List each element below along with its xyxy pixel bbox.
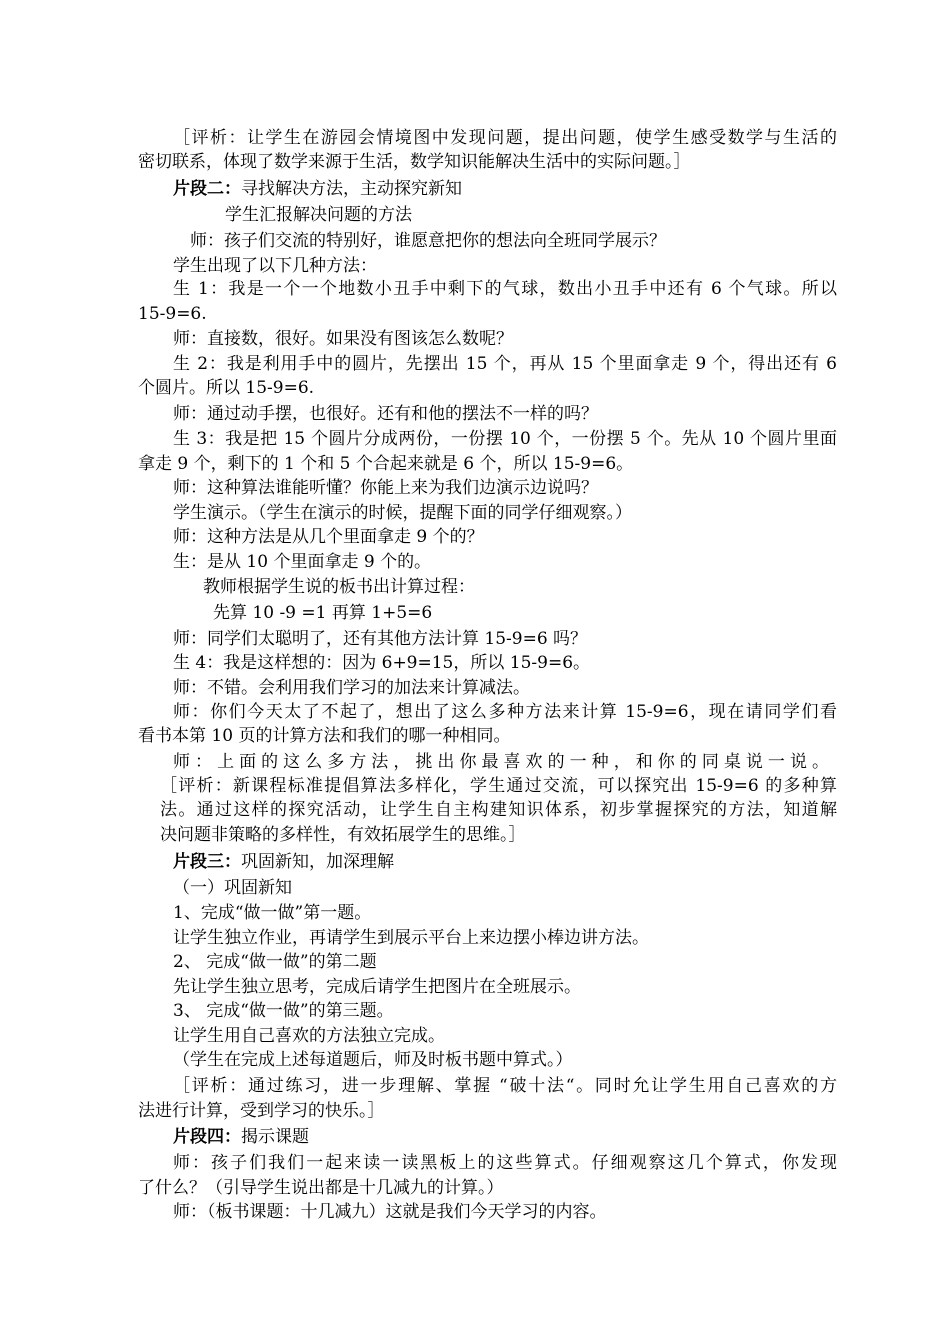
line-text: 教师根据学生说的板书出计算过程： xyxy=(203,577,475,597)
text-line xyxy=(138,724,510,748)
text-line xyxy=(173,950,377,974)
line-text: 学生出现了以下几种方法： xyxy=(173,256,377,276)
text-line xyxy=(173,1125,309,1149)
line-text: 学生汇报解决问题的方法 xyxy=(225,205,412,225)
text-line xyxy=(173,327,513,351)
line-text: 师：孩子们我们一起来读一读黑板上的这些算式。仔细观察这几个算式，你发现 xyxy=(173,1153,837,1173)
line-text: 寻找解决方法，主动探究新知 xyxy=(241,179,462,199)
text-line xyxy=(173,901,371,925)
line-text: 看书本第 10 页的计算方法和我们的哪一种相同。 xyxy=(138,726,511,746)
text-line xyxy=(173,700,837,724)
text-line xyxy=(225,203,412,227)
line-text: 拿走 9 个，剩下的 1 个和 5 个合起来就是 6 个，所以 15-9=6。 xyxy=(138,454,634,474)
line-text: 师：不错。会利用我们学习的加法来计算减法。 xyxy=(173,678,530,698)
line-text: 先让学生独立思考，完成后请学生把图片在全班展示。 xyxy=(173,977,581,997)
text-line xyxy=(138,376,314,400)
text-line xyxy=(173,525,484,549)
text-line xyxy=(173,1074,837,1098)
text-line xyxy=(173,750,829,774)
text-line xyxy=(173,402,598,426)
text-line xyxy=(173,850,394,874)
text-line xyxy=(173,1151,837,1175)
line-text: 师：直接数，很好。如果没有图该怎么数呢？ xyxy=(173,329,513,349)
line-text: 生：是从 10 个里面拿走 9 个的。 xyxy=(173,552,432,572)
line-text: 1、完成“做一做”第一题。 xyxy=(173,903,372,923)
line-text: 巩固新知，加深理解 xyxy=(241,852,394,872)
text-line xyxy=(173,676,530,700)
text-line xyxy=(173,352,837,376)
line-text: 师：同学们太聪明了，还有其他方法计算 15-9=6 吗？ xyxy=(173,629,588,649)
line-text: 学生演示。（学生在演示的时候，提醒下面的同学仔细观察。） xyxy=(173,503,632,523)
line-text: ［评析：新课程标准提倡算法多样化，学生通过交流，可以探究出 15-9=6 的多种算 xyxy=(160,776,837,796)
text-line xyxy=(138,150,691,174)
text-line xyxy=(173,1048,573,1072)
line-text: 15-9=6. xyxy=(138,304,207,324)
line-text: 让学生用自己喜欢的方法独立完成。 xyxy=(173,1026,445,1046)
text-line xyxy=(173,651,590,675)
line-text: 了什么？（引导学生说出都是十几减九的计算。） xyxy=(138,1178,504,1198)
text-line xyxy=(138,302,207,326)
line-text: 生 3：我是把 15 个圆片分成两份，一份摆 10 个，一份摆 5 个。先从 10 个圆片里面 xyxy=(173,429,837,449)
text-line xyxy=(190,229,666,253)
text-line xyxy=(173,926,649,950)
line-text: 生 1：我是一个一个地数小丑手中剩下的气球，数出小丑手中还有 6 个气球。所以 xyxy=(173,279,837,299)
text-line xyxy=(138,1176,504,1200)
line-text: 师：这种算法谁能听懂？你能上来为我们边演示边说吗？ xyxy=(173,478,598,498)
line-text: 法。通过这样的探究活动，让学生自主构建知识体系，初步掌握探究的方法，知道解 xyxy=(160,800,837,820)
line-text: 师：孩子们交流的特别好，谁愿意把你的想法向全班同学展示？ xyxy=(190,231,666,251)
section-heading-label: 片段二： xyxy=(173,179,241,199)
line-text: 师：通过动手摆，也很好。还有和他的摆法不一样的吗？ xyxy=(173,404,598,424)
text-line xyxy=(173,627,587,651)
line-text: 师：上面的这么多方法，挑出你最喜欢的一种，和你的同桌说一说。 xyxy=(173,752,829,772)
text-line xyxy=(173,126,837,150)
line-text: 法进行计算，受到学习的快乐。］ xyxy=(138,1101,385,1121)
text-line xyxy=(173,277,837,301)
line-text: （一）巩固新知 xyxy=(173,878,292,898)
line-text: 生 2：我是利用手中的圆片，先摆出 15 个，再从 15 个里面拿走 9 个，得出还有 6 xyxy=(173,354,837,374)
line-text: 2、 完成“做一做”的第二题 xyxy=(173,952,377,972)
section-heading-label: 片段三： xyxy=(173,852,241,872)
text-line xyxy=(213,601,432,625)
text-line xyxy=(160,823,526,847)
text-line xyxy=(203,575,475,599)
section-heading-label: 片段四： xyxy=(173,1127,241,1147)
text-line xyxy=(173,999,394,1023)
text-line xyxy=(173,501,632,525)
line-text: 让学生独立作业，再请学生到展示平台上来边摆小棒边讲方法。 xyxy=(173,928,649,948)
line-text: ［评析：通过练习，进一步理解、掌握 “破十法“。同时允让学生用自己喜欢的方 xyxy=(173,1076,837,1096)
text-line xyxy=(138,1099,385,1123)
text-line xyxy=(173,254,377,278)
text-line xyxy=(160,774,837,798)
line-text: 揭示课题 xyxy=(241,1127,309,1147)
text-line xyxy=(173,1024,445,1048)
text-line xyxy=(173,1200,607,1224)
text-line xyxy=(173,476,598,500)
line-text: 师：（板书课题：十几减九）这就是我们今天学习的内容。 xyxy=(173,1202,607,1222)
line-text: 师：这种方法是从几个里面拿走 9 个的？ xyxy=(173,527,484,547)
text-line xyxy=(173,427,837,451)
line-text: 个圆片。所以 15-9=6. xyxy=(138,378,315,398)
text-line xyxy=(173,550,431,574)
text-line xyxy=(160,798,837,822)
text-line xyxy=(173,177,462,201)
line-text: 3、 完成“做一做”的第三题。 xyxy=(173,1001,394,1021)
line-text: 决问题非策略的多样性，有效拓展学生的思维。］ xyxy=(160,825,526,845)
text-line xyxy=(138,452,633,476)
text-line xyxy=(173,876,292,900)
line-text: 师：你们今天太了不起了，想出了这么多种方法来计算 15-9=6，现在请同学们看 xyxy=(173,702,837,722)
line-text: 密切联系，体现了数学来源于生活，数学知识能解决生活中的实际问题。］ xyxy=(138,152,691,172)
line-text: ［评析：让学生在游园会情境图中发现问题，提出问题，使学生感受数学与生活的 xyxy=(173,128,837,148)
line-text: （学生在完成上述每道题后，师及时板书题中算式。） xyxy=(173,1050,573,1070)
line-text: 先算 10 -9 =1 再算 1+5=6 xyxy=(213,603,433,623)
text-line xyxy=(173,975,581,999)
line-text: 生 4：我是这样想的：因为 6+9=15，所以 15-9=6。 xyxy=(173,653,591,673)
